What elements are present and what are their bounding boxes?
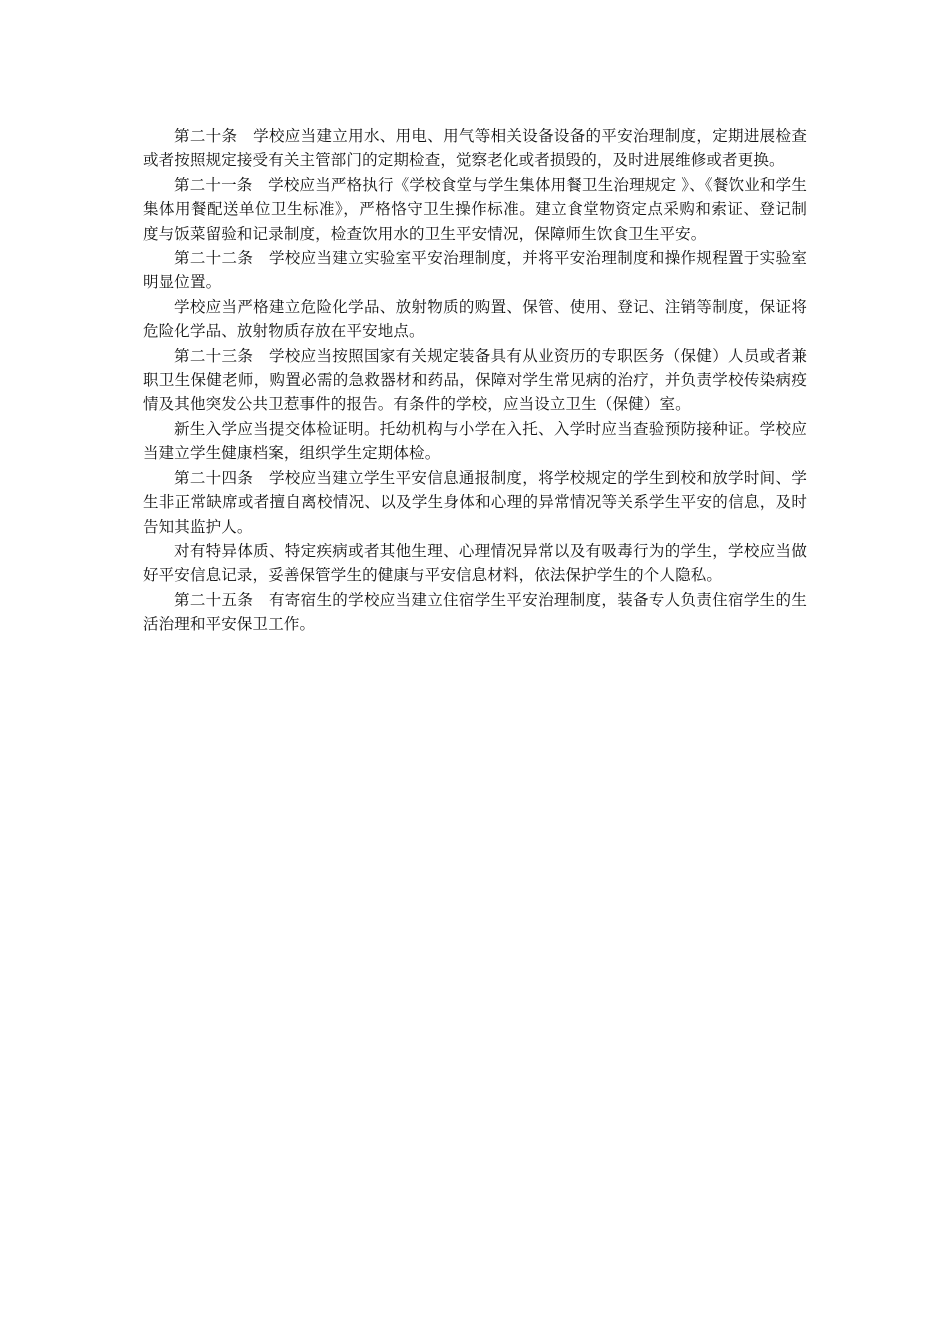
- paragraph-article-23: 第二十三条 学校应当按照国家有关规定装备具有从业资历的专职医务（保健）人员或者兼职卫生保健老师，购置必需的急救器材和药品，保障对学生常见病的治疗，并负责学校传染病疫情及其他突发公共卫惹事件的报告。有条件的学校，应当设立卫生（保健）室。: [143, 346, 807, 414]
- paragraph-article-25: 第二十五条 有寄宿生的学校应当建立住宿学生平安治理制度，装备专人负责住宿学生的生活治理和平安保卫工作。: [143, 590, 807, 634]
- paragraph-special-students: 对有特异体质、特定疾病或者其他生理、心理情况异常以及有吸毒行为的学生，学校应当做好平安信息记录，妥善保管学生的健康与平安信息材料，依法保护学生的个人隐私。: [143, 541, 807, 585]
- paragraph-article-22: 第二十二条 学校应当建立实验室平安治理制度，并将平安治理制度和操作规程置于实验室明显位置。: [143, 249, 807, 292]
- paragraph-health-check: 新生入学应当提交体检证明。托幼机构与小学在入托、入学时应当查验预防接种证。学校应当建立学生健康档案，组织学生定期体检。: [143, 419, 807, 463]
- paragraph-hazardous-materials: 学校应当严格建立危险化学品、放射物质的购置、保管、使用、登记、注销等制度，保证将危险化学品、放射物质存放在平安地点。: [143, 297, 807, 341]
- document-body: [143, 124, 807, 637]
- paragraph-article-20: 第二十条 学校应当建立用水、用电、用气等相关设备设备的平安治理制度，定期进展检查或者按照规定接受有关主管部门的定期检查，觉察老化或者损毁的，及时进展维修或者更换。: [143, 127, 807, 170]
- paragraph-article-24: 第二十四条 学校应当建立学生平安信息通报制度，将学校规定的学生到校和放学时间、学生非正常缺席或者擅自离校情况、以及学生身体和心理的异常情况等关系学生平安的信息，及时告知其监护人。: [143, 468, 807, 536]
- paragraph-article-21: 第二十一条 学校应当严格执行《学校食堂与学生集体用餐卫生治理规定 》、《餐饮业和学生集体用餐配送单位卫生标准》，严格恪守卫生操作标准。建立食堂物资定点采购和索证、登记制度与饭菜留验和记录制度，检查饮用水的卫生平安情况，保障师生饮食卫生平安。: [143, 175, 807, 243]
